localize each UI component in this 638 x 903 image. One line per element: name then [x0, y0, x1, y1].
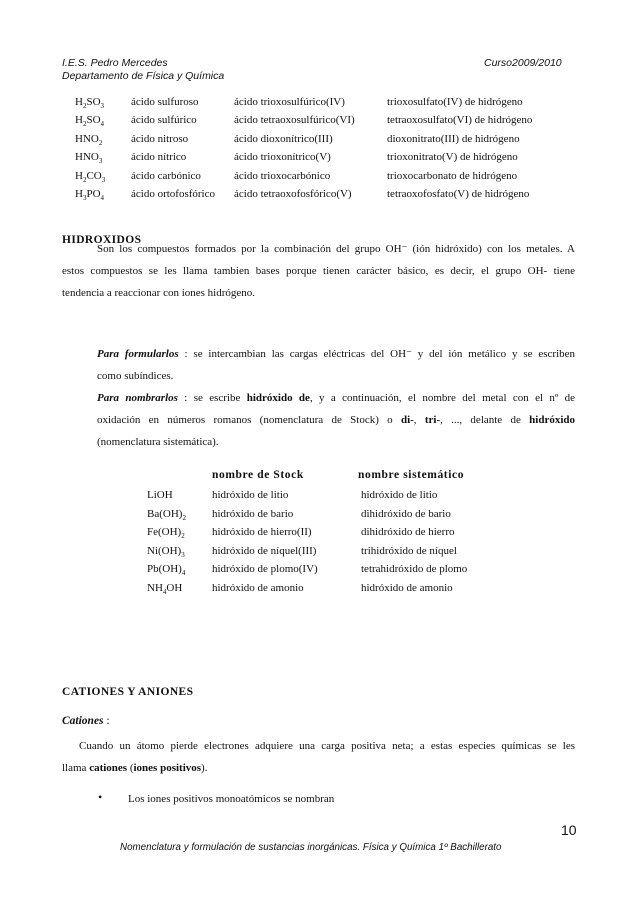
nombrar-bold-hidroxido: hidróxido [529, 414, 576, 426]
formular-text-2: como subíndices. [97, 370, 174, 382]
cationes-line-1: Cuando un átomo pierde electrones adquiere una carga positiva neta; a estas especies químicas se les [79, 740, 575, 752]
formula-text: Ba(OH) [147, 507, 183, 520]
hydroxide-name-stock: hidróxido de plomo(IV) [212, 563, 318, 576]
formula-text: Ni(OH) [147, 544, 182, 557]
nombrar-label: Para nombrarlos [97, 392, 178, 404]
acid-name-stock: trioxosulfato(IV) de hidrógeno [387, 96, 523, 108]
hydroxide-formula [147, 526, 185, 540]
acid-name-sist: ácido dioxonítrico(III) [234, 132, 333, 145]
formula-subscript: 4 [181, 569, 186, 578]
cationes-subtitle [62, 715, 110, 727]
formula-text: HNO [75, 151, 99, 164]
hydroxide-name-sist: dihidróxido de bario [361, 507, 451, 520]
formula-subscript: 3 [101, 175, 106, 184]
formula-text: CO [86, 169, 102, 182]
formula-subscript: 3 [82, 194, 87, 202]
formula-subscript: 3 [98, 157, 103, 166]
formula-text: SO [86, 114, 101, 127]
footer-text: Nomenclatura y formulación de sustancias inorgánicas. Física y Química 1º Bachillerato [120, 842, 502, 853]
acid-name-stock: trioxonitrato(V) de hidrógeno [387, 151, 518, 164]
intro-line-2: estos compuestos se les llama tambien bases porque tienen carácter básico, es decir, el grupo OH- tiene [62, 265, 575, 277]
acid-name-sist: ácido trioxonítrico(V) [234, 151, 331, 164]
acid-formula [75, 188, 104, 202]
formula-text: H [75, 96, 83, 108]
formula-text: H [75, 169, 83, 182]
formulation-rules [97, 343, 575, 453]
acid-formula [75, 114, 104, 128]
formula-subscript: 2 [82, 102, 87, 110]
acid-name-sist: ácido tetraoxofosfórico(V) [234, 188, 352, 200]
hydroxide-name-stock: hidróxido de bario [212, 507, 294, 520]
formula-text: SO [86, 96, 101, 108]
formula-text: PO [86, 188, 101, 200]
acid-name-trad: ácido nitroso [131, 132, 189, 145]
intro-line-1: Son los compuestos formados por la combinación del grupo OH⁻ (ión hidróxido) con los metales. A [97, 243, 575, 255]
acid-name-stock: dioxonitrato(III) de hidrógeno [387, 132, 520, 145]
acid-name-stock: tetraoxosulfato(VI) de hidrógeno [387, 114, 533, 127]
hydroxide-name-stock: hidróxido de amonio [212, 582, 304, 594]
formula-subscript: 2 [98, 138, 103, 147]
hydroxide-name-sist: dihidróxido de hierro [361, 526, 455, 539]
section-title-hidroxidos: HIDROXIDOS [62, 234, 142, 246]
bullet-dot: • [98, 790, 103, 804]
header-department: Departamento de Física y Química [62, 70, 225, 82]
hydroxide-name-sist: tetrahidróxido de plomo [361, 563, 468, 576]
formula-text: H [75, 188, 83, 200]
cationes-line2-a: llama [62, 762, 87, 774]
acid-name-trad: ácido sulfúrico [131, 114, 197, 127]
cationes-label: Cationes [62, 715, 104, 727]
nombrar-bold-di: di- [400, 414, 414, 426]
formula-subscript: 2 [82, 120, 87, 129]
cationes-text [62, 735, 575, 779]
formula-subscript: 3 [100, 102, 105, 110]
page-number: 10 [561, 822, 577, 838]
nombrar-text-a: : se escribe [184, 392, 241, 404]
formula-subscript: 2 [182, 513, 186, 522]
acid-name-trad: ácido carbónico [131, 169, 201, 182]
formula-text: NH [147, 582, 163, 594]
hidroxidos-intro [62, 238, 575, 304]
col-header-sistematico: nombre sistemático [358, 469, 465, 481]
hydroxide-formula [147, 545, 185, 559]
hydroxide-formula [147, 508, 186, 522]
cationes-bold-cationes: cationes [89, 762, 128, 774]
acid-name-sist: ácido trioxosulfúrico(IV) [234, 96, 345, 108]
cationes-line2-c: ). [201, 762, 208, 774]
formula-text: H [75, 114, 83, 127]
hydroxide-formula [147, 489, 173, 501]
acid-formula [75, 151, 102, 165]
hydroxide-name-stock: hidróxido de níquel(III) [212, 544, 317, 557]
hydroxide-name-sist: hidróxido de litio [361, 489, 438, 501]
formular-label: Para formularlos [97, 348, 179, 360]
hydroxide-name-stock: hidróxido de hierro(II) [212, 526, 312, 539]
hydroxide-name-stock: hidróxido de litio [212, 489, 289, 501]
acid-name-trad: ácido sulfuroso [131, 96, 199, 108]
acid-name-stock: tetraoxofosfato(V) de hidrógeno [387, 188, 530, 200]
formula-text: OH [166, 582, 183, 594]
nombrar-line2-b: , ..., delante de [440, 414, 521, 426]
formula-text: HNO [75, 132, 99, 145]
section-title-cationes: CATIONES Y ANIONES [62, 686, 194, 698]
bullet-text: Los iones positivos monoatómicos se nombran [128, 793, 335, 805]
hydroxide-name-sist: trihidróxido de níquel [361, 544, 457, 557]
hydroxide-name-sist: hidróxido de amonio [361, 582, 453, 594]
acid-name-sist: ácido trioxocarbónico [234, 169, 331, 182]
acid-formula [75, 133, 102, 147]
formula-subscript: 4 [162, 588, 167, 596]
acid-name-trad: ácido nítrico [131, 151, 187, 164]
formula-subscript: 3 [181, 550, 185, 559]
acid-name-stock: trioxocarbonato de hidrógeno [387, 169, 518, 182]
nombrar-bold-tri: tri- [424, 414, 441, 426]
acid-name-trad: ácido ortofosfórico [131, 188, 215, 200]
formula-text: Fe(OH) [147, 526, 182, 539]
nombrar-line2-a: oxidación en números romanos (nomenclatura de Stock) o [97, 414, 393, 426]
acid-formula [75, 96, 104, 110]
formula-subscript: 4 [100, 120, 105, 129]
hydroxide-formula [147, 582, 182, 596]
formular-text: : se intercambian las cargas eléctricas del OH⁻ y del ión metálico y se escriben [184, 348, 576, 360]
acid-name-sist: ácido tetraoxosulfúrico(VI) [234, 114, 355, 127]
header-school: I.E.S. Pedro Mercedes [62, 57, 168, 69]
nombrar-bold-hidroxido-de: hidróxido de [246, 392, 310, 404]
formula-text: LiOH [147, 489, 173, 501]
formula-subscript: 2 [82, 175, 87, 184]
header-course: Curso2009/2010 [484, 57, 562, 69]
nombrar-sep: , [413, 414, 417, 426]
formula-subscript: 4 [100, 194, 105, 202]
cationes-line2-b: ( [129, 762, 134, 774]
nombrar-line3: (nomenclatura sistemática). [97, 436, 219, 448]
nombrar-text-b: , y a continuación, el nombre del metal con el nº de [309, 392, 576, 404]
formula-text: Pb(OH) [147, 563, 182, 576]
cationes-bold-iones-positivos: iones positivos [133, 762, 202, 774]
intro-line-3: tendencia a reaccionar con iones hidrógeno. [62, 287, 256, 299]
cationes-colon: : [106, 715, 110, 727]
hydroxide-formula [147, 563, 185, 577]
acid-formula [75, 170, 105, 184]
col-header-stock: nombre de Stock [212, 469, 304, 481]
formula-subscript: 2 [181, 532, 185, 541]
